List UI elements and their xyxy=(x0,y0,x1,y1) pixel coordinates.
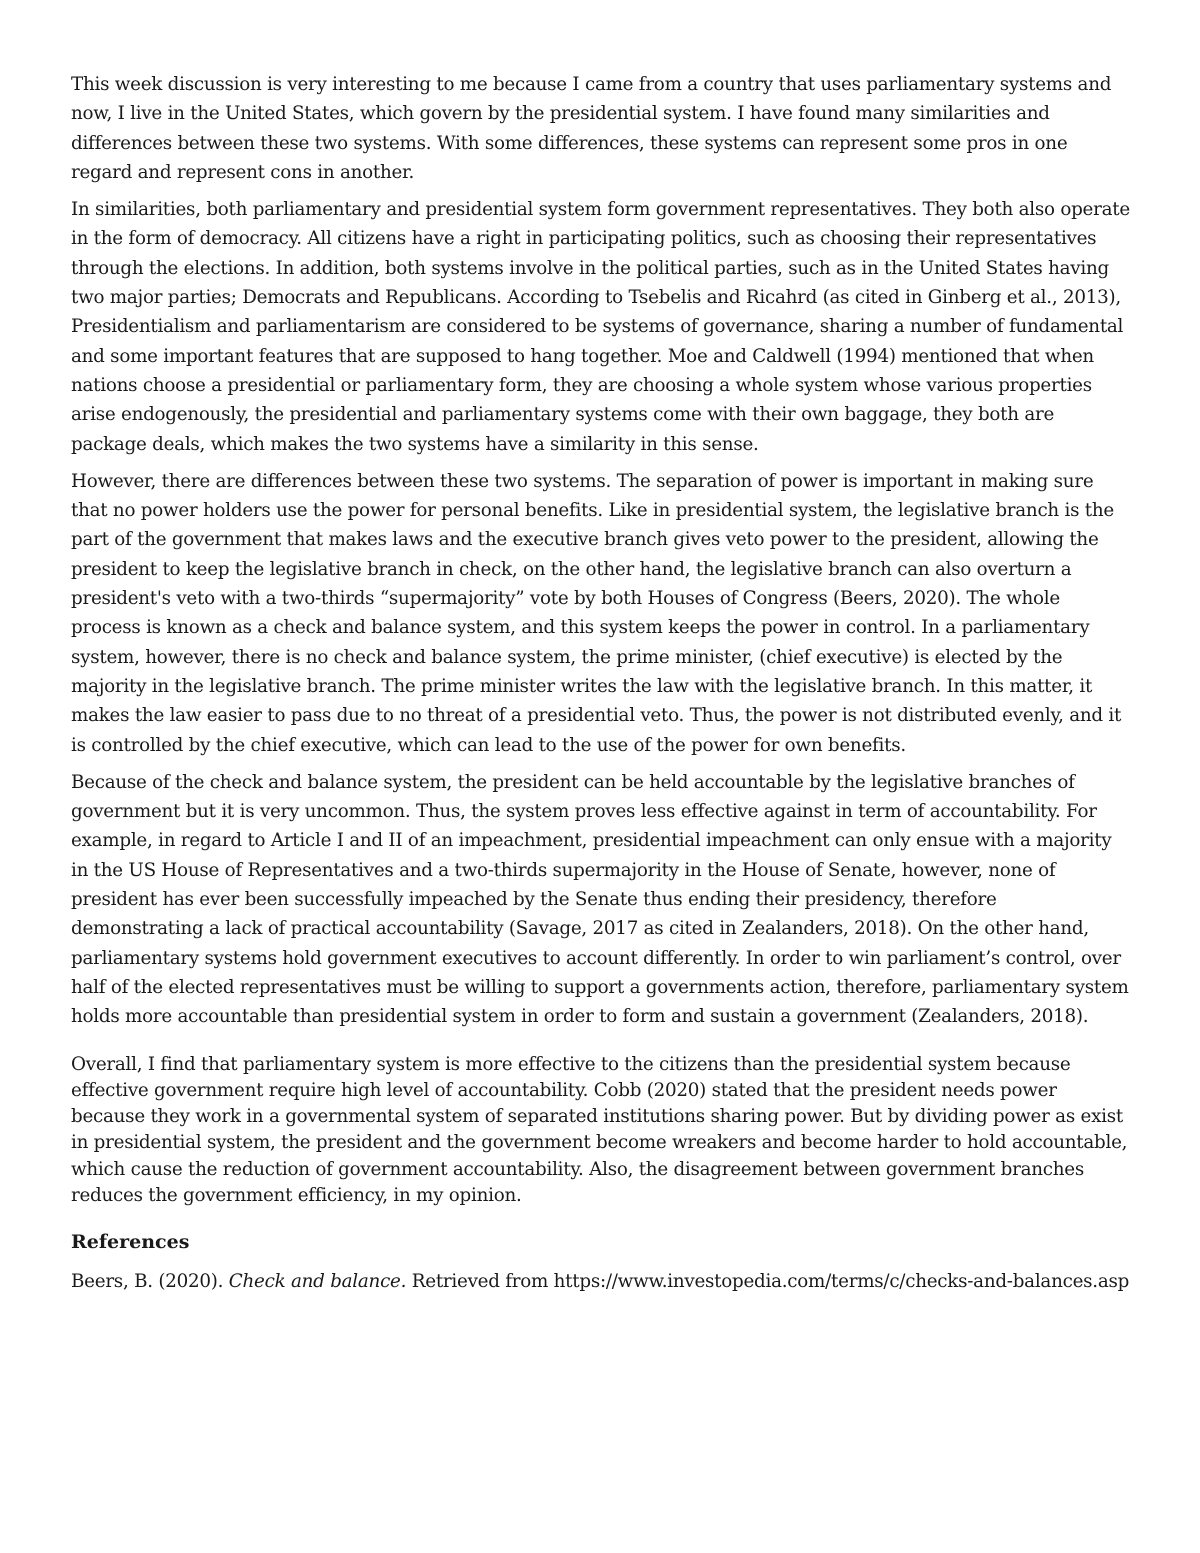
paragraph-similarities: In similarities, both parliamentary and presidential system form government representatives. They both also operate in the form of democracy. All citizens have a right in participating politics, such as choosing their representatives through the elections. In addition, both systems involve in the political parties, such as in the United States having two major parties; Democrats and Republicans. According to Tsebelis and Ricahrd (as cited in Ginberg et al., 2013), Presidentialism and parliamentarism are considered to be systems of governance, sharing a number of fundamental and some important features that are supposed to hang together. Moe and Caldwell (1994) mentioned that when nations choose a presidential or parliamentary form, they are choosing a whole system whose various properties arise endogenously, the presidential and parliamentary systems come with their own baggage, they both are package deals, which makes the two systems have a similarity in this sense. xyxy=(71,199,1130,455)
reference-author-date: Beers, B. (2020). xyxy=(71,1271,229,1293)
paragraph-differences: However, there are differences between these two systems. The separation of power is important in making sure that no power holders use the power for personal benefits. Like in presidential system, the legislative branch is the part of the government that makes laws and the executive branch gives veto power to the president, allowing the president to keep the legislative branch in check, on the other hand, the legislative branch can also overturn a president's veto with a two-thirds “supermajority” vote by both Houses of Congress (Beers, 2020). The whole process is known as a check and balance system, and this system keeps the power in control. In a parliamentary system, however, there is no check and balance system, the prime minister, (chief executive) is elected by the majority in the legislative branch. The prime minister writes the law with the legislative branch. In this matter, it makes the law easier to pass due to no threat of a presidential veto. Thus, the power is not distributed evenly, and it is controlled by the chief executive, which can lead to the use of the power for own benefits. xyxy=(71,470,1122,756)
reference-retrieval: Retrieved from https://www.investopedia.com/terms/c/checks-and-balances.asp xyxy=(406,1271,1130,1293)
reference-entry xyxy=(71,1267,1133,1296)
reference-title: Check and balance. xyxy=(228,1271,407,1293)
paragraph-accountability: Because of the check and balance system, the president can be held accountable by the legislative branches of government but it is very uncommon. Thus, the system proves less effective against in term of accountability. For example, in regard to Article I and II of an impeachment, presidential impeachment can only ensue with a majority in the US House of Representatives and a two-thirds supermajority in the House of Senate, however, none of president has ever been successfully impeached by the Senate thus ending their presidency, therefore demonstrating a lack of practical accountability (Savage, 2017 as cited in Zealanders, 2018). On the other hand, parliamentary systems hold government executives to account differently. In order to win parliament’s control, over half of the elected representatives must be willing to support a governments action, therefore, parliamentary system holds more accountable than presidential system in order to form and sustain a government (Zealanders, 2018). xyxy=(71,771,1129,1028)
document-page xyxy=(71,70,1133,1297)
references-heading: References xyxy=(71,1231,190,1254)
paragraph-conclusion: Overall, I find that parliamentary system is more effective to the citizens than the presidential system because effective government require high level of accountability. Cobb (2020) stated that the president needs power because they work in a governmental system of separated institutions sharing power. But by dividing power as exist in presidential system, the president and the government become wreakers and become harder to hold accountable, which cause the reduction of government accountability. Also, the disagreement between government branches reduces the government efficiency, in my opinion. xyxy=(71,1053,1128,1206)
paragraph-intro: This week discussion is very interesting to me because I came from a country that uses parliamentary systems and now, I live in the United States, which govern by the presidential system. I have found many similarities and differences between these two systems. With some differences, these systems can represent some pros in one regard and represent cons in another. xyxy=(71,74,1112,183)
